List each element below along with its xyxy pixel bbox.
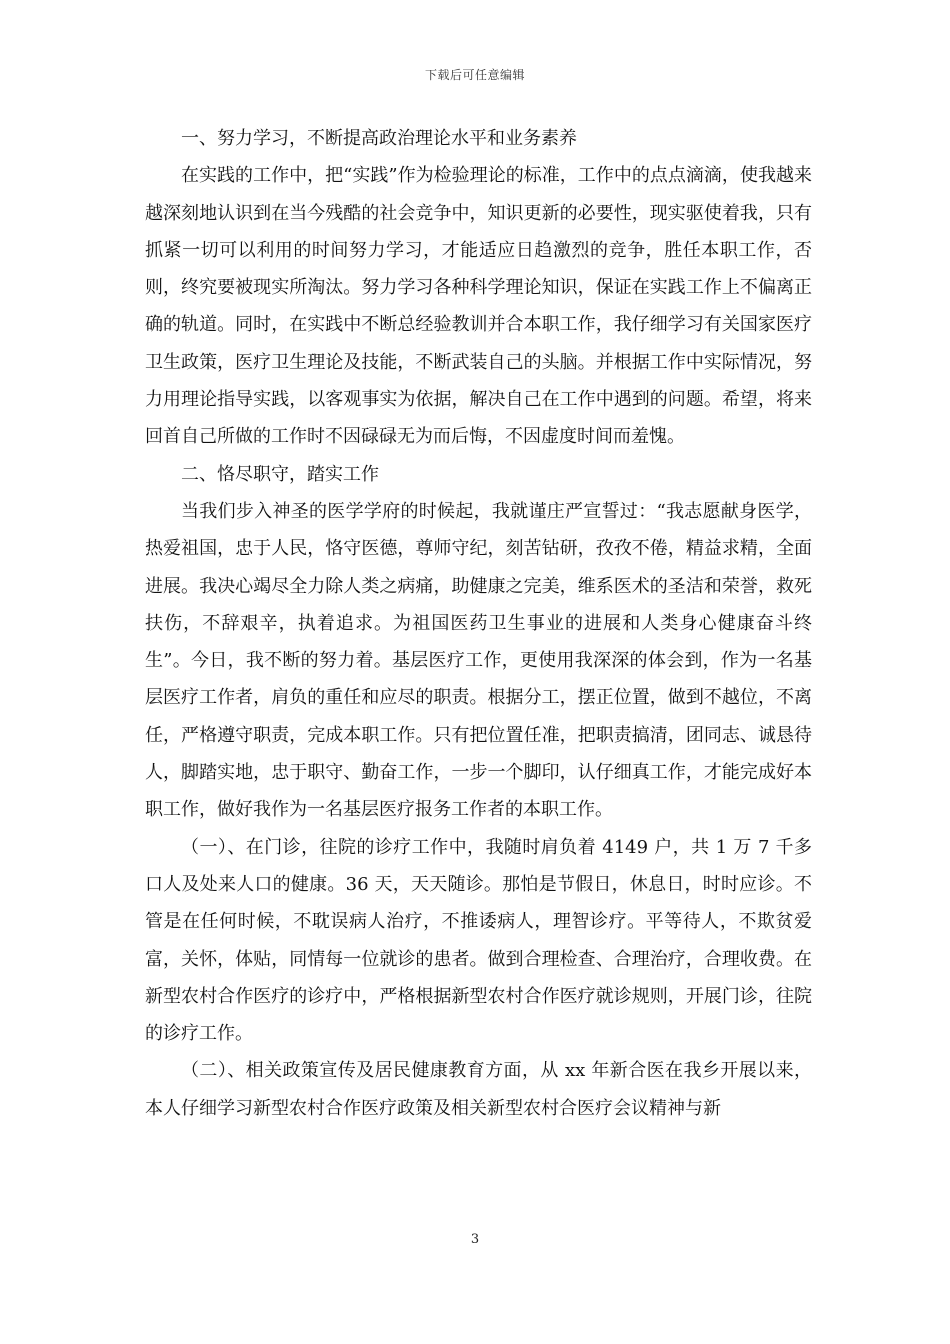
paragraph: 在实践的工作中，把“实践”作为检验理论的标准，工作中的点点滴滴，使我越来越深刻地认识到在当今残酷的社会竞争中，知识更新的必要性，现实驱使着我，只有抓紧一切可以利用的时间努力学习，才能适应日趋激烈的竞争，胜任本职工作，否则，终究要被现实所淘汰。努力学习各种科学理论知识，保证在实践工作上不偏离正确的轨道。同时，在实践中不断总经验教训并合本职工作，我仔细学习有关国家医疗卫生政策，医疗卫生理论及技能，不断武装自己的头脑。并根据工作中实际情况，努力用理论指导实践，以客观事实为依据，解决自己在工作中遇到的问题。希望，将来回首自己所做的工作时不因碌碌无为而后悔，不因虚度时间而羞愧。 — [145, 165, 812, 448]
page-header: 下载后可任意编辑 — [424, 68, 525, 82]
page-number: 3 — [470, 1232, 480, 1247]
paragraph: （一）、在门诊，往院的诊疗工作中，我随时肩负着 4149 户，共 1 万 7 千多口人及处来人口的健康。36 天，天天随诊。那怕是节假日，休息日，时时应诊。不管是在任何时候，不耽误病人治疗，不推诿病人，理智诊疗。平等待人，不欺贫爱富，关怀，体贴，同情每一位就诊的患者。做到合理检查、合理治疗，合理收费。在新型农村合作医疗的诊疗中，严格根据新型农村合作医疗就诊规则，开展门诊，往院的诊疗工作。 — [145, 836, 812, 1045]
section-heading-2: 二、恪尽职守，踏实工作 — [181, 463, 379, 485]
document-body — [145, 120, 812, 1127]
paragraph: 当我们步入神圣的医学学府的时候起，我就谨庄严宣誓过：“我志愿献身医学，热爱祖国，忠于人民，恪守医德，尊师守纪，刻苦钻研，孜孜不倦，精益求精，全面进展。我决心竭尽全力除人类之病痛，助健康之完美，维系医术的圣洁和荣誉，救死扶伤，不辞艰辛，执着追求。为祖国医药卫生事业的进展和人类身心健康奋斗终生”。今日，我不断的努力着。基层医疗工作，更使用我深深的体会到，作为一名基层医疗工作者，肩负的重任和应尽的职责。根据分工，摆正位置，做到不越位，不离任，严格遵守职责，完成本职工作。只有把位置任准，把职责搞清，团同志、诚恳待人，脚踏实地，忠于职守、勤奋工作，一步一个脚印，认仔细真工作，才能完成好本职工作，做好我作为一名基层医疗报务工作者的本职工作。 — [145, 500, 812, 821]
paragraph: （二）、相关政策宣传及居民健康教育方面，从 xx 年新合医在我乡开展以来，本人仔细学习新型农村合作医疗政策及相关新型农村合医疗会议精神与新 — [145, 1060, 812, 1119]
section-heading-1: 一、努力学习，不断提高政治理论水平和业务素养 — [181, 128, 577, 149]
